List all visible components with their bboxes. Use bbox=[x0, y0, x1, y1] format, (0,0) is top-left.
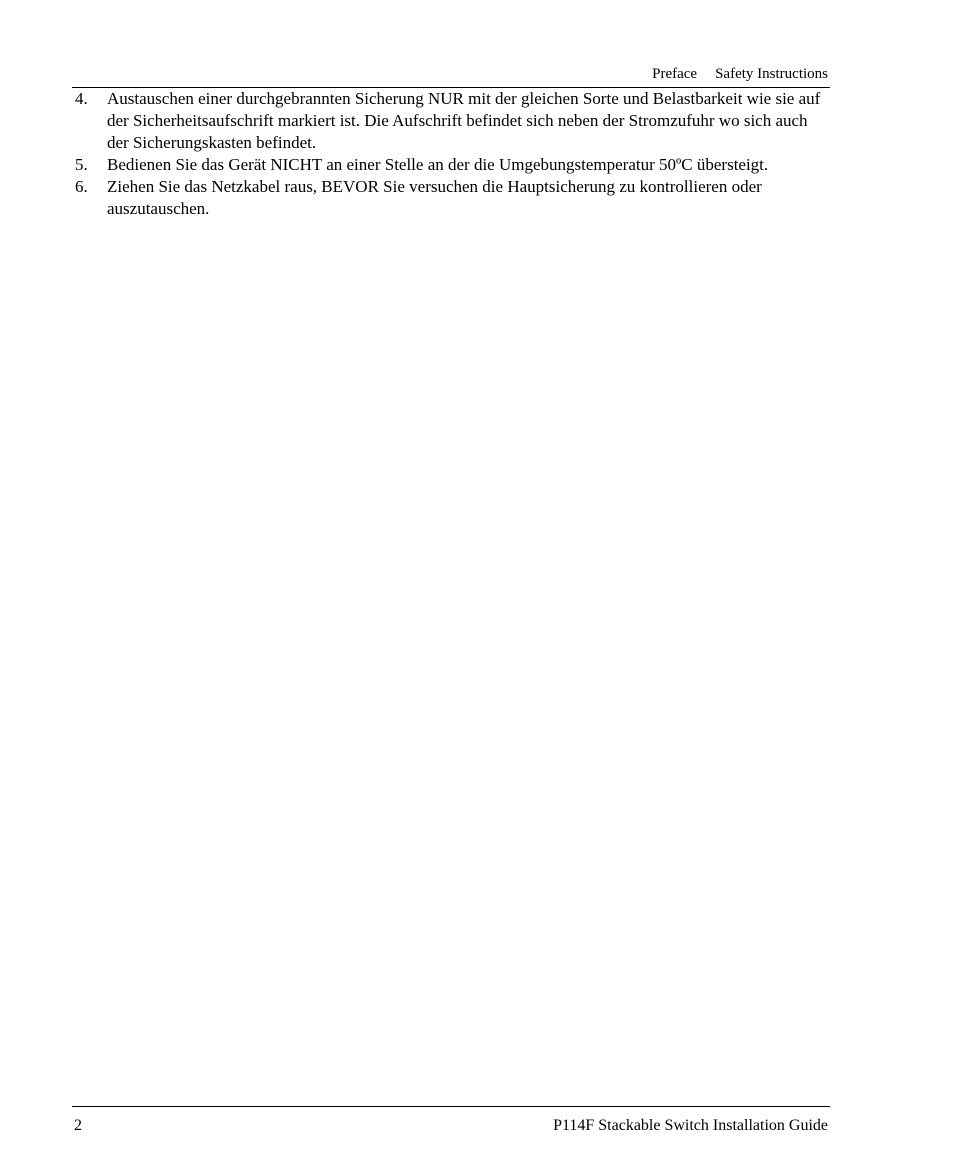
list-item bbox=[72, 88, 830, 154]
header-running-title bbox=[652, 64, 828, 84]
list-item-number: 6. bbox=[75, 177, 88, 196]
list-item-text: Ziehen Sie das Netzkabel raus, BEVOR Sie versuchen die Hauptsicherung zu kontrollieren oder auszutauschen. bbox=[107, 177, 762, 218]
page-number: 2 bbox=[74, 1117, 82, 1134]
list-item-number: 5. bbox=[75, 155, 88, 174]
header-section: Preface bbox=[652, 66, 698, 82]
list-item-text: Austauschen einer durchgebrannten Sicherung NUR mit der gleichen Sorte und Belastbarkeit wie sie auf der Sicherheitsaufschrift markiert ist. Die Aufschrift befindet sich neben der Stromzufuhr wo sich auch der Sicherungskasten befindet. bbox=[107, 89, 821, 152]
page-header bbox=[72, 63, 830, 88]
list-item bbox=[72, 154, 830, 176]
safety-instructions-list bbox=[72, 88, 830, 220]
list-item bbox=[72, 176, 830, 220]
list-item-text: Bedienen Sie das Gerät NICHT an einer Stelle an der die Umgebungstemperatur 50ºC übersteigt. bbox=[107, 155, 769, 174]
document-title: P114F Stackable Switch Installation Guide bbox=[553, 1117, 828, 1134]
page-footer bbox=[72, 1106, 830, 1136]
list-item-number: 4. bbox=[75, 89, 88, 108]
header-subsection: Safety Instructions bbox=[715, 66, 828, 82]
